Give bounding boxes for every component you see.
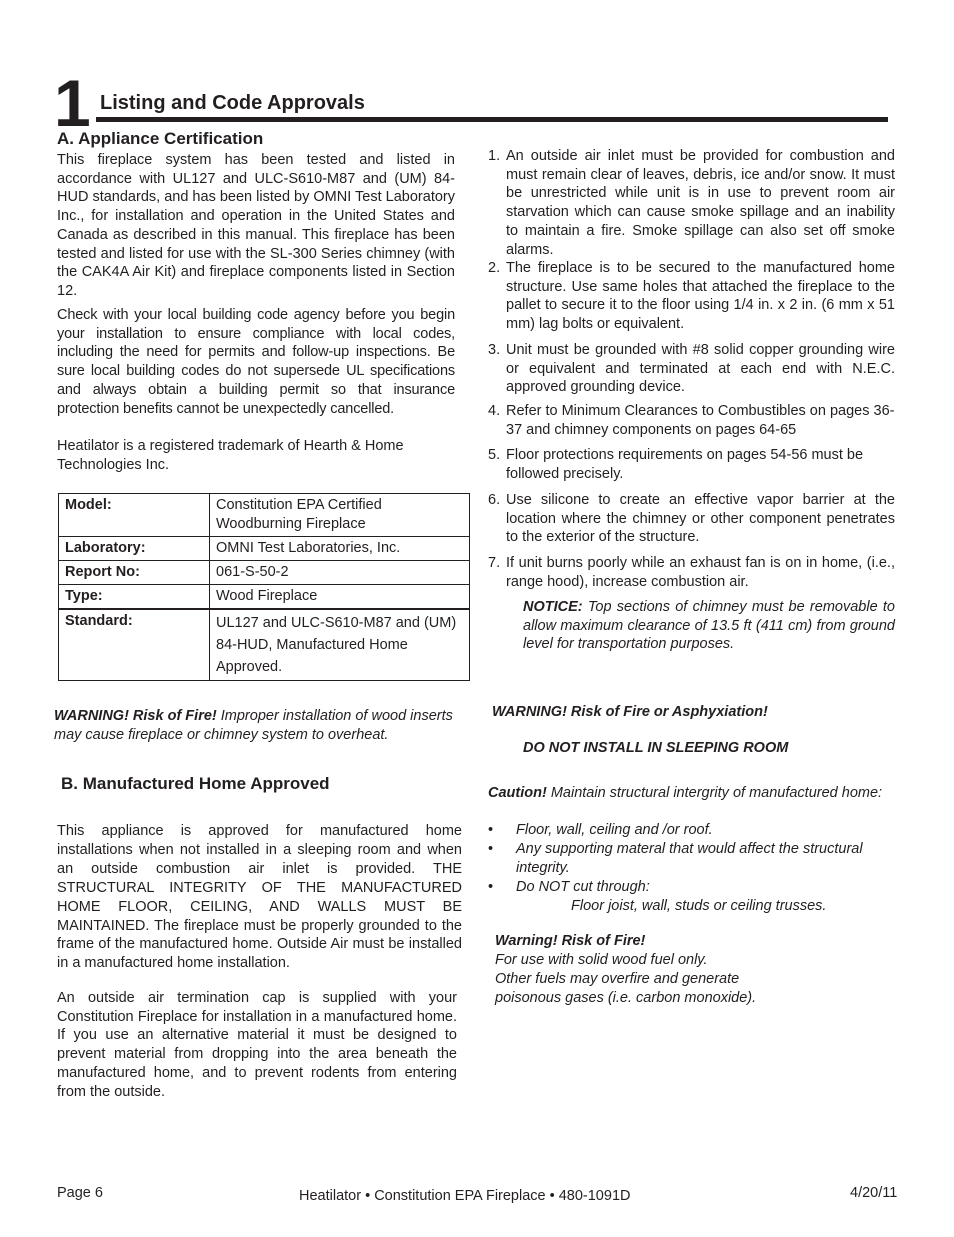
table-key: Report No:	[59, 561, 210, 585]
table-value: UL127 and ULC-S610-M87 and (UM) 84-HUD, Manufactured Home Approved.	[210, 609, 470, 681]
section-a-heading: A. Appliance Certification	[57, 129, 264, 148]
list-item: 5. Floor protections requirements on pages 54-56 must be followed precisely.	[488, 447, 864, 482]
list-item: 7. If unit burns poorly while an exhaust fan is on in home, (i.e., range hood), increase combustion air.	[488, 555, 895, 590]
chapter-number: 1	[54, 66, 89, 140]
header-rule	[96, 117, 888, 122]
notice-lead: NOTICE:	[523, 599, 583, 615]
list-item: 2. The fireplace is to be secured to the manufactured home structure. Use same holes that attached the fireplace to the pallet to secure it to the floor using 1/4 in. x 2 in. (6 mm x 51 mm) lag bolts or equivalent.	[488, 260, 895, 333]
trademark-note: Heatilator is a registered trademark of Hearth & Home Technologies Inc.	[57, 438, 404, 473]
section-b-paragraph-2: An outside air termination cap is supplied with your Constitution Fireplace for installation in a manufactured home. If you use an alternative material it must be designed to prevent material from dropping into the area beneath the manufactured home, and to prevent rodents from entering from the outside.	[57, 990, 457, 1100]
list-item: • Any supporting materal that would affect the structural integrity.	[488, 841, 863, 876]
table-value: Wood Fireplace	[210, 585, 470, 610]
list-item: • Do NOT cut through:	[488, 879, 650, 895]
wood-insert-warning	[54, 707, 459, 744]
caution-sub-item: Floor joist, wall, studs or ceiling trusses.	[571, 898, 827, 914]
table-value: 061-S-50-2	[210, 561, 470, 585]
warning-lead: WARNING! Risk of Fire!	[54, 708, 217, 724]
warning-text: Improper installation of wood inserts may cause fireplace or chimney system to overheat.	[54, 708, 453, 743]
table-row	[59, 609, 470, 681]
table-value: OMNI Test Laboratories, Inc.	[210, 537, 470, 561]
notice-text: NOTICE: Top sections of chimney must be removable to allow maximum clearance of 13.5 ft (411 cm) from ground level for transportation purposes.	[523, 599, 895, 653]
list-item: 1. An outside air inlet must be provided for combustion and must remain clear of leaves, debris, ice and/or snow. It must be unrestricted while unit is in use to prevent room air starvation which can cause smoke spillage and an inability to maintain a fire. Smoke spillage can also set off smoke alarms.	[488, 148, 895, 258]
section-a-paragraph-2: Check with your local building code agency before you begin your installation to ensure compliance with local codes, including the need for permits and follow-up inspections. Be sure local building codes do not supersede UL specifications and always obtain a building permit so that insurance protection benefits cannot be unexpectedly cancelled.	[57, 307, 455, 417]
chapter-title: Listing and Code Approvals	[100, 92, 365, 114]
footer-date: 4/20/11	[850, 1185, 898, 1201]
list-item: 6. Use silicone to create an effective vapor barrier at the location where the chimney or other component penetrates to the exterior of the structure.	[488, 492, 895, 546]
fuel-warning-line-2: Other fuels may overfire and generate	[495, 971, 740, 987]
table-key: Model:	[59, 494, 210, 537]
table-value: Constitution EPA Certified Woodburning Fireplace	[210, 494, 470, 537]
fuel-warning-line-3: poisonous gases (i.e. carbon monoxide).	[495, 990, 757, 1006]
list-item: 3. Unit must be grounded with #8 solid copper grounding wire or equivalent and terminated at each end with N.E.C. approved grounding device.	[488, 342, 895, 396]
section-a-paragraph-1: This fireplace system has been tested and listed in accordance with UL127 and ULC-S610-M87 and (UM) 84-HUD standards, and has been listed by OMNI Test Laboratory Inc., for installation and operation in the United States and Canada as described in this manual. This fireplace has been tested and listed for use with the SL-300 Series chimney (with the CAK4A Air Kit) and fireplace components listed in Section 12.	[57, 152, 455, 299]
section-b-heading: B. Manufactured Home Approved	[61, 774, 330, 793]
fuel-warning-line-1: For use with solid wood fuel only.	[495, 952, 708, 968]
table-key: Standard:	[59, 609, 210, 681]
table-row	[59, 537, 470, 561]
table-key: Laboratory:	[59, 537, 210, 561]
certification-table	[58, 493, 470, 681]
table-row	[59, 494, 470, 537]
caution-text: Caution! Maintain structural intergrity of manufactured home:	[488, 785, 883, 801]
fuel-warning-lead: Warning! Risk of Fire!	[495, 933, 646, 949]
sleeping-room-warning: DO NOT INSTALL IN SLEEPING ROOM	[523, 740, 789, 756]
table-key: Type:	[59, 585, 210, 610]
section-b-paragraph-1: This appliance is approved for manufactured home installations when not installed in a sleeping room and when an outside combustion air inlet is provided. THE STRUCTURAL INTEGRITY OF THE MANUFACTURED HOME FLOOR, CEILING, AND WALLS MUST BE MAINTAINED. The fireplace must be properly grounded to the frame of the manufactured home. Outside Air must be installed in a manufactured home installation.	[57, 823, 462, 972]
page-number: Page 6	[57, 1185, 103, 1201]
table-row	[59, 561, 470, 585]
footer-title: Heatilator • Constitution EPA Fireplace • 480-1091D	[299, 1188, 631, 1204]
table-row	[59, 585, 470, 610]
caution-lead: Caution!	[488, 785, 547, 801]
list-item: • Floor, wall, ceiling and /or roof.	[488, 822, 713, 838]
list-item: 4. Refer to Minimum Clearances to Combustibles on pages 36-37 and chimney components on pages 64-65	[488, 403, 895, 438]
asphyxiation-warning: WARNING! Risk of Fire or Asphyxiation!	[492, 704, 768, 720]
